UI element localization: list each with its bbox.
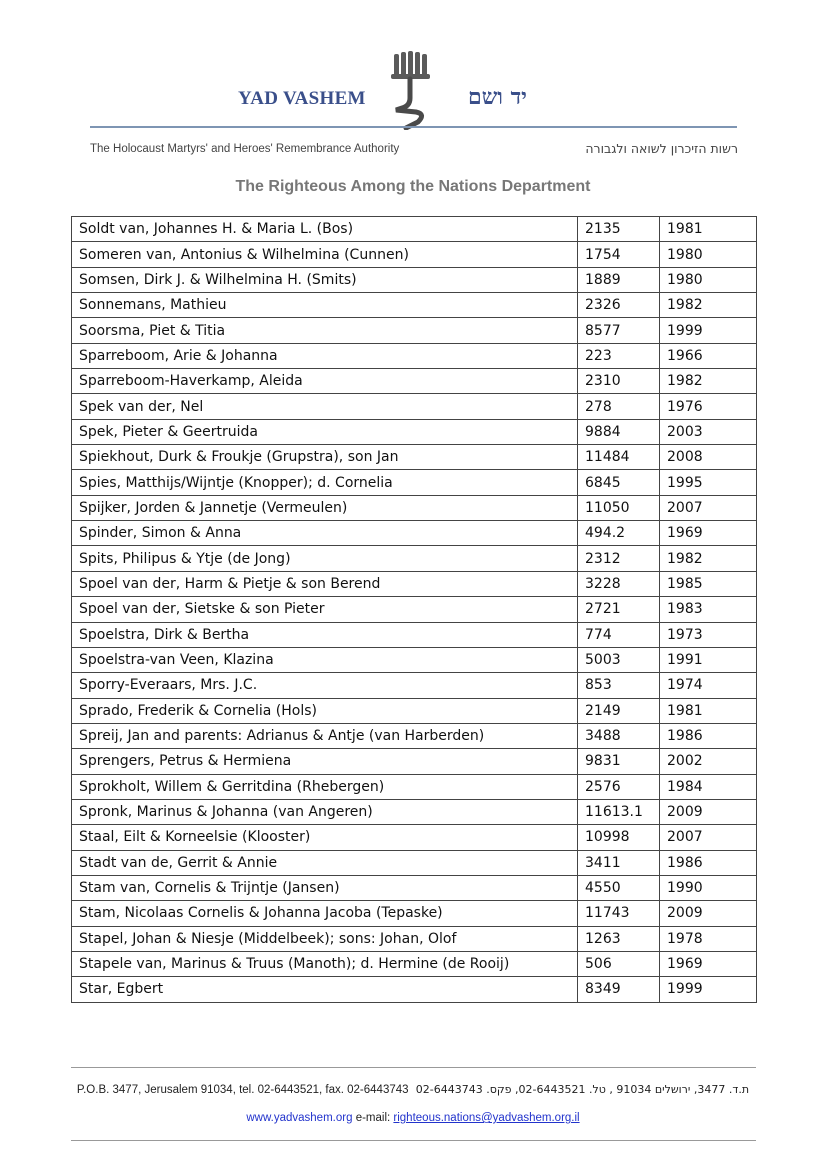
footer-address (0, 1083, 826, 1096)
file-number-cell: 9831 (578, 749, 660, 774)
file-number-cell: 11743 (578, 901, 660, 926)
menorah-hand-logo-icon (386, 50, 438, 130)
table-row (72, 799, 757, 824)
email-label: e-mail: (355, 1112, 391, 1124)
file-number-cell: 774 (578, 622, 660, 647)
file-number-cell: 8577 (578, 318, 660, 343)
file-number-cell: 494.2 (578, 521, 660, 546)
file-number-cell: 11484 (578, 445, 660, 470)
table-row (72, 850, 757, 875)
year-cell: 1982 (660, 293, 757, 318)
table-row (72, 318, 757, 343)
honoree-name-cell: Soldt van, Johannes H. & Maria L. (Bos) (72, 217, 578, 242)
year-cell: 1999 (660, 318, 757, 343)
table-row (72, 369, 757, 394)
honoree-name-cell: Sprengers, Petrus & Hermiena (72, 749, 578, 774)
file-number-cell: 1889 (578, 267, 660, 292)
year-cell: 1969 (660, 521, 757, 546)
table-row (72, 394, 757, 419)
year-cell: 1983 (660, 597, 757, 622)
table-row (72, 546, 757, 571)
file-number-cell: 2312 (578, 546, 660, 571)
table-row (72, 926, 757, 951)
footer-divider-bottom (71, 1140, 756, 1141)
honoree-name-cell: Somsen, Dirk J. & Wilhelmina H. (Smits) (72, 267, 578, 292)
year-cell: 1985 (660, 571, 757, 596)
website-link[interactable]: www.yadvashem.org (246, 1112, 353, 1124)
year-cell: 2007 (660, 825, 757, 850)
table-row (72, 901, 757, 926)
honoree-name-cell: Spoelstra-van Veen, Klazina (72, 647, 578, 672)
table-row (72, 698, 757, 723)
honoree-name-cell: Staal, Eilt & Korneelsie (Klooster) (72, 825, 578, 850)
honoree-name-cell: Spits, Philipus & Ytje (de Jong) (72, 546, 578, 571)
year-cell: 1980 (660, 267, 757, 292)
year-cell: 1966 (660, 343, 757, 368)
org-name-he: יד ושם (468, 84, 527, 110)
year-cell: 1981 (660, 698, 757, 723)
table-row (72, 977, 757, 1002)
table-row (72, 723, 757, 748)
file-number-cell: 2135 (578, 217, 660, 242)
year-cell: 1969 (660, 951, 757, 976)
file-number-cell: 2721 (578, 597, 660, 622)
table-row (72, 622, 757, 647)
table-row (72, 267, 757, 292)
honoree-name-cell: Soorsma, Piet & Titia (72, 318, 578, 343)
file-number-cell: 5003 (578, 647, 660, 672)
honoree-name-cell: Stam, Nicolaas Cornelis & Johanna Jacoba (Tepaske) (72, 901, 578, 926)
honoree-name-cell: Spronk, Marinus & Johanna (van Angeren) (72, 799, 578, 824)
honoree-name-cell: Someren van, Antonius & Wilhelmina (Cunnen) (72, 242, 578, 267)
honoree-name-cell: Star, Egbert (72, 977, 578, 1002)
honoree-name-cell: Spek van der, Nel (72, 394, 578, 419)
table-row (72, 521, 757, 546)
table-row (72, 749, 757, 774)
honoree-name-cell: Sprado, Frederik & Cornelia (Hols) (72, 698, 578, 723)
footer-divider-top (71, 1067, 756, 1068)
table-row (72, 647, 757, 672)
file-number-cell: 853 (578, 673, 660, 698)
file-number-cell: 9884 (578, 419, 660, 444)
file-number-cell: 4550 (578, 875, 660, 900)
honoree-name-cell: Spoel van der, Harm & Pietje & son Berend (72, 571, 578, 596)
honoree-name-cell: Stapel, Johan & Niesje (Middelbeek); sons: Johan, Olof (72, 926, 578, 951)
year-cell: 2009 (660, 799, 757, 824)
table-row (72, 774, 757, 799)
file-number-cell: 8349 (578, 977, 660, 1002)
year-cell: 1976 (660, 394, 757, 419)
honoree-name-cell: Stadt van de, Gerrit & Annie (72, 850, 578, 875)
file-number-cell: 506 (578, 951, 660, 976)
address-en: P.O.B. 3477, Jerusalem 91034, tel. 02-6443521, fax. 02-6443743 (76, 1084, 409, 1096)
year-cell: 1991 (660, 647, 757, 672)
honoree-name-cell: Spinder, Simon & Anna (72, 521, 578, 546)
table-row (72, 445, 757, 470)
year-cell: 2008 (660, 445, 757, 470)
year-cell: 2007 (660, 495, 757, 520)
file-number-cell: 2576 (578, 774, 660, 799)
year-cell: 1978 (660, 926, 757, 951)
honoree-name-cell: Sprokholt, Willem & Gerritdina (Rhebergen) (72, 774, 578, 799)
year-cell: 1986 (660, 850, 757, 875)
year-cell: 2003 (660, 419, 757, 444)
file-number-cell: 2326 (578, 293, 660, 318)
year-cell: 1999 (660, 977, 757, 1002)
year-cell: 1986 (660, 723, 757, 748)
file-number-cell: 278 (578, 394, 660, 419)
honoree-name-cell: Spijker, Jorden & Jannetje (Vermeulen) (72, 495, 578, 520)
table-row (72, 495, 757, 520)
file-number-cell: 10998 (578, 825, 660, 850)
year-cell: 1973 (660, 622, 757, 647)
honoree-name-cell: Sonnemans, Mathieu (72, 293, 578, 318)
file-number-cell: 1754 (578, 242, 660, 267)
file-number-cell: 2149 (578, 698, 660, 723)
file-number-cell: 11613.1 (578, 799, 660, 824)
file-number-cell: 2310 (578, 369, 660, 394)
table-row (72, 242, 757, 267)
righteous-records-table (71, 216, 757, 1003)
table-row (72, 419, 757, 444)
file-number-cell: 3228 (578, 571, 660, 596)
year-cell: 2009 (660, 901, 757, 926)
honoree-name-cell: Sparreboom-Haverkamp, Aleida (72, 369, 578, 394)
footer-contact (0, 1112, 826, 1124)
table-row (72, 293, 757, 318)
table-row (72, 343, 757, 368)
honoree-name-cell: Sparreboom, Arie & Johanna (72, 343, 578, 368)
table-row (72, 673, 757, 698)
file-number-cell: 6845 (578, 470, 660, 495)
address-he: ת.ד. 3477, ירושלים 91034 , טל. 02-6443521, פקס. 02-6443743 (415, 1083, 750, 1096)
year-cell: 1995 (660, 470, 757, 495)
honoree-name-cell: Stam van, Cornelis & Trijntje (Jansen) (72, 875, 578, 900)
header-divider (90, 126, 737, 128)
authority-name-he: רשות הזיכרון לשואה ולגבורה (585, 141, 738, 156)
year-cell: 1981 (660, 217, 757, 242)
table-row (72, 951, 757, 976)
file-number-cell: 11050 (578, 495, 660, 520)
honoree-name-cell: Spoelstra, Dirk & Bertha (72, 622, 578, 647)
year-cell: 1982 (660, 369, 757, 394)
file-number-cell: 1263 (578, 926, 660, 951)
file-number-cell: 3488 (578, 723, 660, 748)
honoree-name-cell: Spiekhout, Durk & Froukje (Grupstra), son Jan (72, 445, 578, 470)
honoree-name-cell: Spoel van der, Sietske & son Pieter (72, 597, 578, 622)
department-title: The Righteous Among the Nations Department (235, 178, 591, 195)
year-cell: 1980 (660, 242, 757, 267)
honoree-name-cell: Spreij, Jan and parents: Adrianus & Antje (van Harberden) (72, 723, 578, 748)
authority-name-en: The Holocaust Martyrs' and Heroes' Remembrance Authority (90, 143, 400, 155)
table-row (72, 217, 757, 242)
org-name-en: YAD VASHEM (238, 88, 366, 109)
year-cell: 1974 (660, 673, 757, 698)
year-cell: 2002 (660, 749, 757, 774)
honoree-name-cell: Sporry-Everaars, Mrs. J.C. (72, 673, 578, 698)
records-table-body (72, 217, 757, 1003)
table-row (72, 571, 757, 596)
file-number-cell: 223 (578, 343, 660, 368)
year-cell: 1982 (660, 546, 757, 571)
table-row (72, 875, 757, 900)
honoree-name-cell: Spies, Matthijs/Wijntje (Knopper); d. Cornelia (72, 470, 578, 495)
file-number-cell: 3411 (578, 850, 660, 875)
table-row (72, 825, 757, 850)
table-row (72, 470, 757, 495)
honoree-name-cell: Spek, Pieter & Geertruida (72, 419, 578, 444)
table-row (72, 597, 757, 622)
email-link[interactable]: righteous.nations@yadvashem.org.il (393, 1112, 580, 1124)
year-cell: 1990 (660, 875, 757, 900)
year-cell: 1984 (660, 774, 757, 799)
honoree-name-cell: Stapele van, Marinus & Truus (Manoth); d. Hermine (de Rooij) (72, 951, 578, 976)
